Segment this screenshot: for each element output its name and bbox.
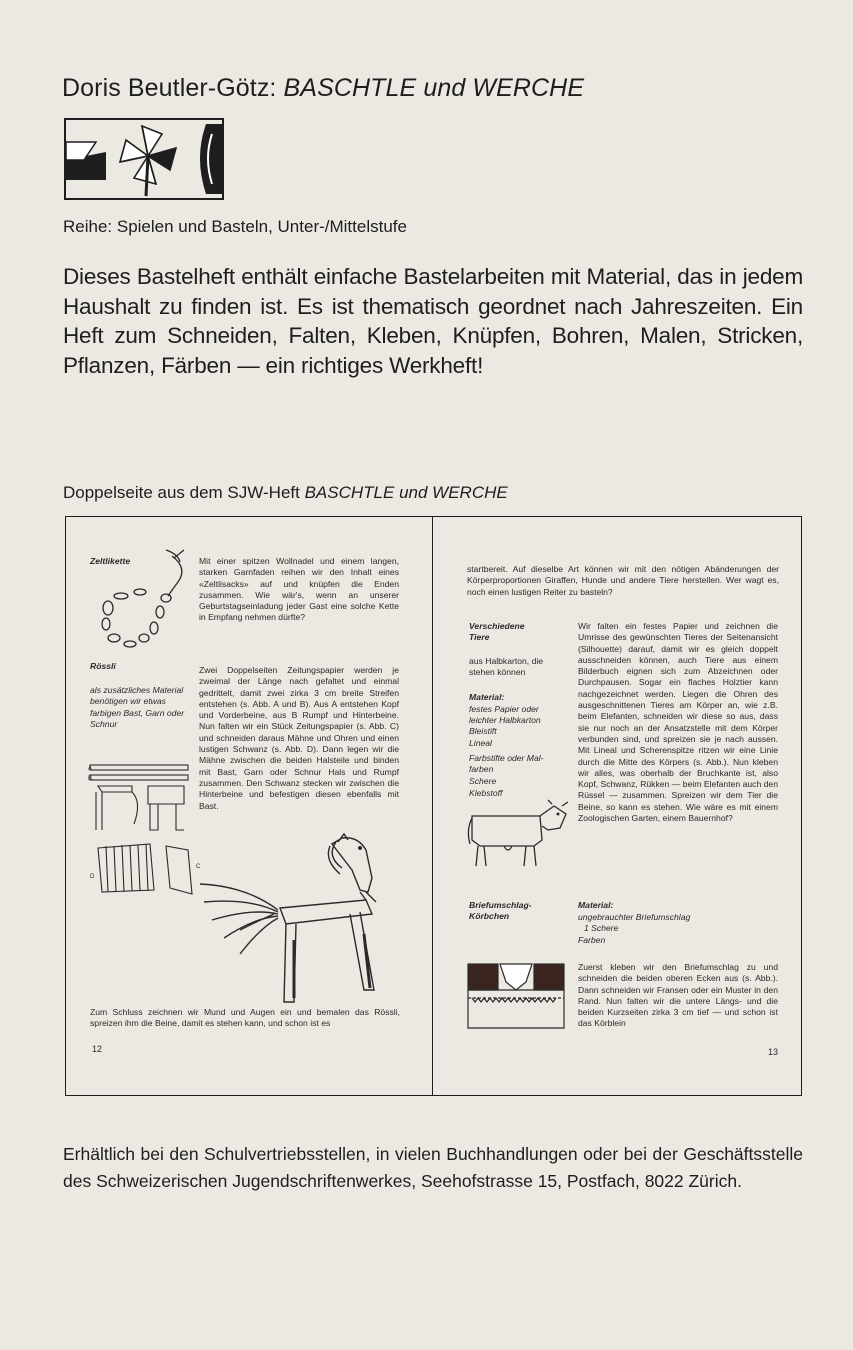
- envelope-basket-illustration: [466, 960, 566, 1032]
- brief-material-item: 1 Schere: [584, 923, 619, 933]
- cow-illustration: [464, 800, 574, 872]
- tiere-label-1: Verschiedene: [469, 621, 525, 631]
- material-item: leichter Halbkarton: [469, 715, 541, 725]
- spread-divider: [432, 516, 433, 1096]
- brief-material-item: Farben: [578, 935, 606, 945]
- caption-title: BASCHTLE und WERCHE: [304, 483, 508, 502]
- author-name: Doris Beutler-Götz:: [62, 74, 277, 102]
- chain-illustration: [96, 548, 196, 658]
- material-item: Bleistift: [469, 726, 497, 736]
- caption-prefix: Doppelseite aus dem SJW-Heft: [63, 483, 300, 502]
- fig-d-label: D: [90, 874, 95, 880]
- brief-material-heading: Material:: [578, 900, 614, 910]
- material-item: Farbstifte oder Mal-: [469, 753, 544, 763]
- fig-b-label: B: [88, 776, 93, 782]
- left-page-number: 12: [92, 1044, 103, 1054]
- material-heading: Material:: [469, 692, 505, 702]
- zeltlikette-text: Mit einer spitzen Wollnadel und einem langen, starken Garnfaden reihen wir den Inhalt eines «Zeltlisacks» auf und knüpfen die Enden zusammen. Wie wär's, wenn an unserer Geburtstagseinladung jeder Gast eine solche Kette in Empfang nehmen dürfte?: [199, 556, 399, 623]
- fig-a-label: A: [88, 766, 93, 772]
- series-logo: [64, 118, 224, 200]
- material-item: Schere: [469, 776, 497, 786]
- material-item: Lineal: [469, 738, 492, 748]
- zeltlikette-label: Zeltlikette: [90, 556, 131, 566]
- material-item: Klebstoff: [469, 788, 503, 798]
- closing-text: Zum Schluss zeichnen wir Mund und Augen ein und bemalen das Rössli, spreizen ihm die Beine, damit es stehen kann, und schon ist es: [90, 1007, 400, 1029]
- availability-footer: Erhältlich bei den Schulvertriebsstellen, in vielen Buchhandlungen oder bei der Geschäftsstelle des Schweizerischen Jugendschriftenwerkes, Seehofstrasse 15, Postfach, 8022 Zürich.: [63, 1144, 803, 1191]
- pinwheel-logo-icon: [66, 120, 222, 198]
- top-text: startbereit. Auf dieselbe Art können wir mit den nötigen Abänderungen der Körperproportionen Giraffen, Hunde und andere Tiere herstellen. Wer wagt es, noch einen lustigen Reiter zu basteln?: [467, 564, 779, 597]
- series-line: Reihe: Spielen und Basteln, Unter-/Mittelstufe: [63, 217, 407, 236]
- roessli-material: als zusätzliches Material benötigen wir etwas farbigen Bast, Garn oder Schnur: [90, 685, 185, 729]
- right-page-number: 13: [768, 1047, 779, 1057]
- brief-text: Zuerst kleben wir den Briefumschlag zu und schneiden die beiden oberen Ecken aus (s. Abb.). Dann schneiden wir Fransen oder ein Muster in den Rand. Nun falten wir die untere Längs- und die beiden Kurzseiten zirka 3 cm tief — und schon ist das Körblein: [578, 962, 778, 1029]
- material-item: festes Papier oder: [469, 704, 539, 714]
- material-item: farben: [469, 764, 494, 774]
- tiere-subtitle: aus Halbkarton, die stehen können: [469, 656, 544, 678]
- horse-illustration: [190, 830, 410, 1005]
- book-title: BASCHTLE und WERCHE: [283, 74, 585, 102]
- roessli-label: Rössli: [90, 661, 116, 671]
- roessli-text: Zwei Doppelseiten Zeitungspapier werden je zweimal der Länge nach gefaltet und einmal gedrittelt, damit zwei zirka 3 cm breite Streifen entstehen (s. Abb. A und B). Aus A entstehen Kopf und Vorderbeine, aus B Rumpf und Hinterbeine. Nun falten wir ein Stück Zeitungspapier (s. Abb. C) und schneiden daraus Mähne und Ohren und einen lustigen Schwanz (s. Abb. D). Dann legen wir die Mähne zwischen die beiden Halsteile und binden mit Bast, Garn oder Schnur Hals und Rumpf zusammen. Den Schwanz stecken wir zwischen die Hinterbeine und befestigen diesen ebenfalls mit Bast.: [199, 665, 399, 811]
- brief-label-2: Körbchen: [469, 911, 510, 921]
- spread-caption: [63, 483, 508, 503]
- tiere-label-2: Tiere: [469, 632, 490, 642]
- tiere-text: Wir falten ein festes Papier und zeichnen die Umrisse des gewünschten Tieres der Seitenansicht (Silhouette) darauf, damit wir es gleich doppelt ausschneiden können, auch Tiere aus einem Bilderbuch eignen sich zum Abzeichnen oder Durchpausen. Sogar ein flaches Holztier kann nachgezeichnet werden. Liegen die Ohren des ausgeschnittenen Tieres am Körper an, wie z.B. beim Elefanten, schneiden wir diese so aus, dass sie nur noch an der Ansatzstelle mit dem Körper verbunden sind, und spreizen sie je nach aussen. Mit Lineal und Scherenspitze ritzen wir eine Linie durch die Mitte des Körpers (s. Abb.). Nun kleben wir alles, was oberhalb der Bruchkante ist, also Kopf, Schwanz, Rükken — beim Elefanten auch den Rüssel — zusammen. Spreizen wir dem Tier die Beine, so kann es stehen. Wie wäre es mit einem Zoologischen Garten, einem Bauernhof?: [578, 621, 778, 824]
- fig-c-label: C: [196, 864, 201, 870]
- page-title: [62, 74, 584, 103]
- strip-fold-diagram: [88, 762, 194, 834]
- intro-paragraph: Dieses Bastelheft enthält einfache Bastelarbeiten mit Material, das in jedem Haushalt zu finden ist. Es ist thematisch geordnet nach Jahreszeiten. Ein Heft zum Schneiden, Falten, Kleben, Knüpfen, Bohren, Malen, Stricken, Pflanzen, Färben — ein richtiges Werkheft!: [63, 264, 803, 378]
- brief-label-1: Briefumschlag-: [469, 900, 532, 910]
- brief-material-item: ungebrauchter Briefumschlag: [578, 912, 691, 922]
